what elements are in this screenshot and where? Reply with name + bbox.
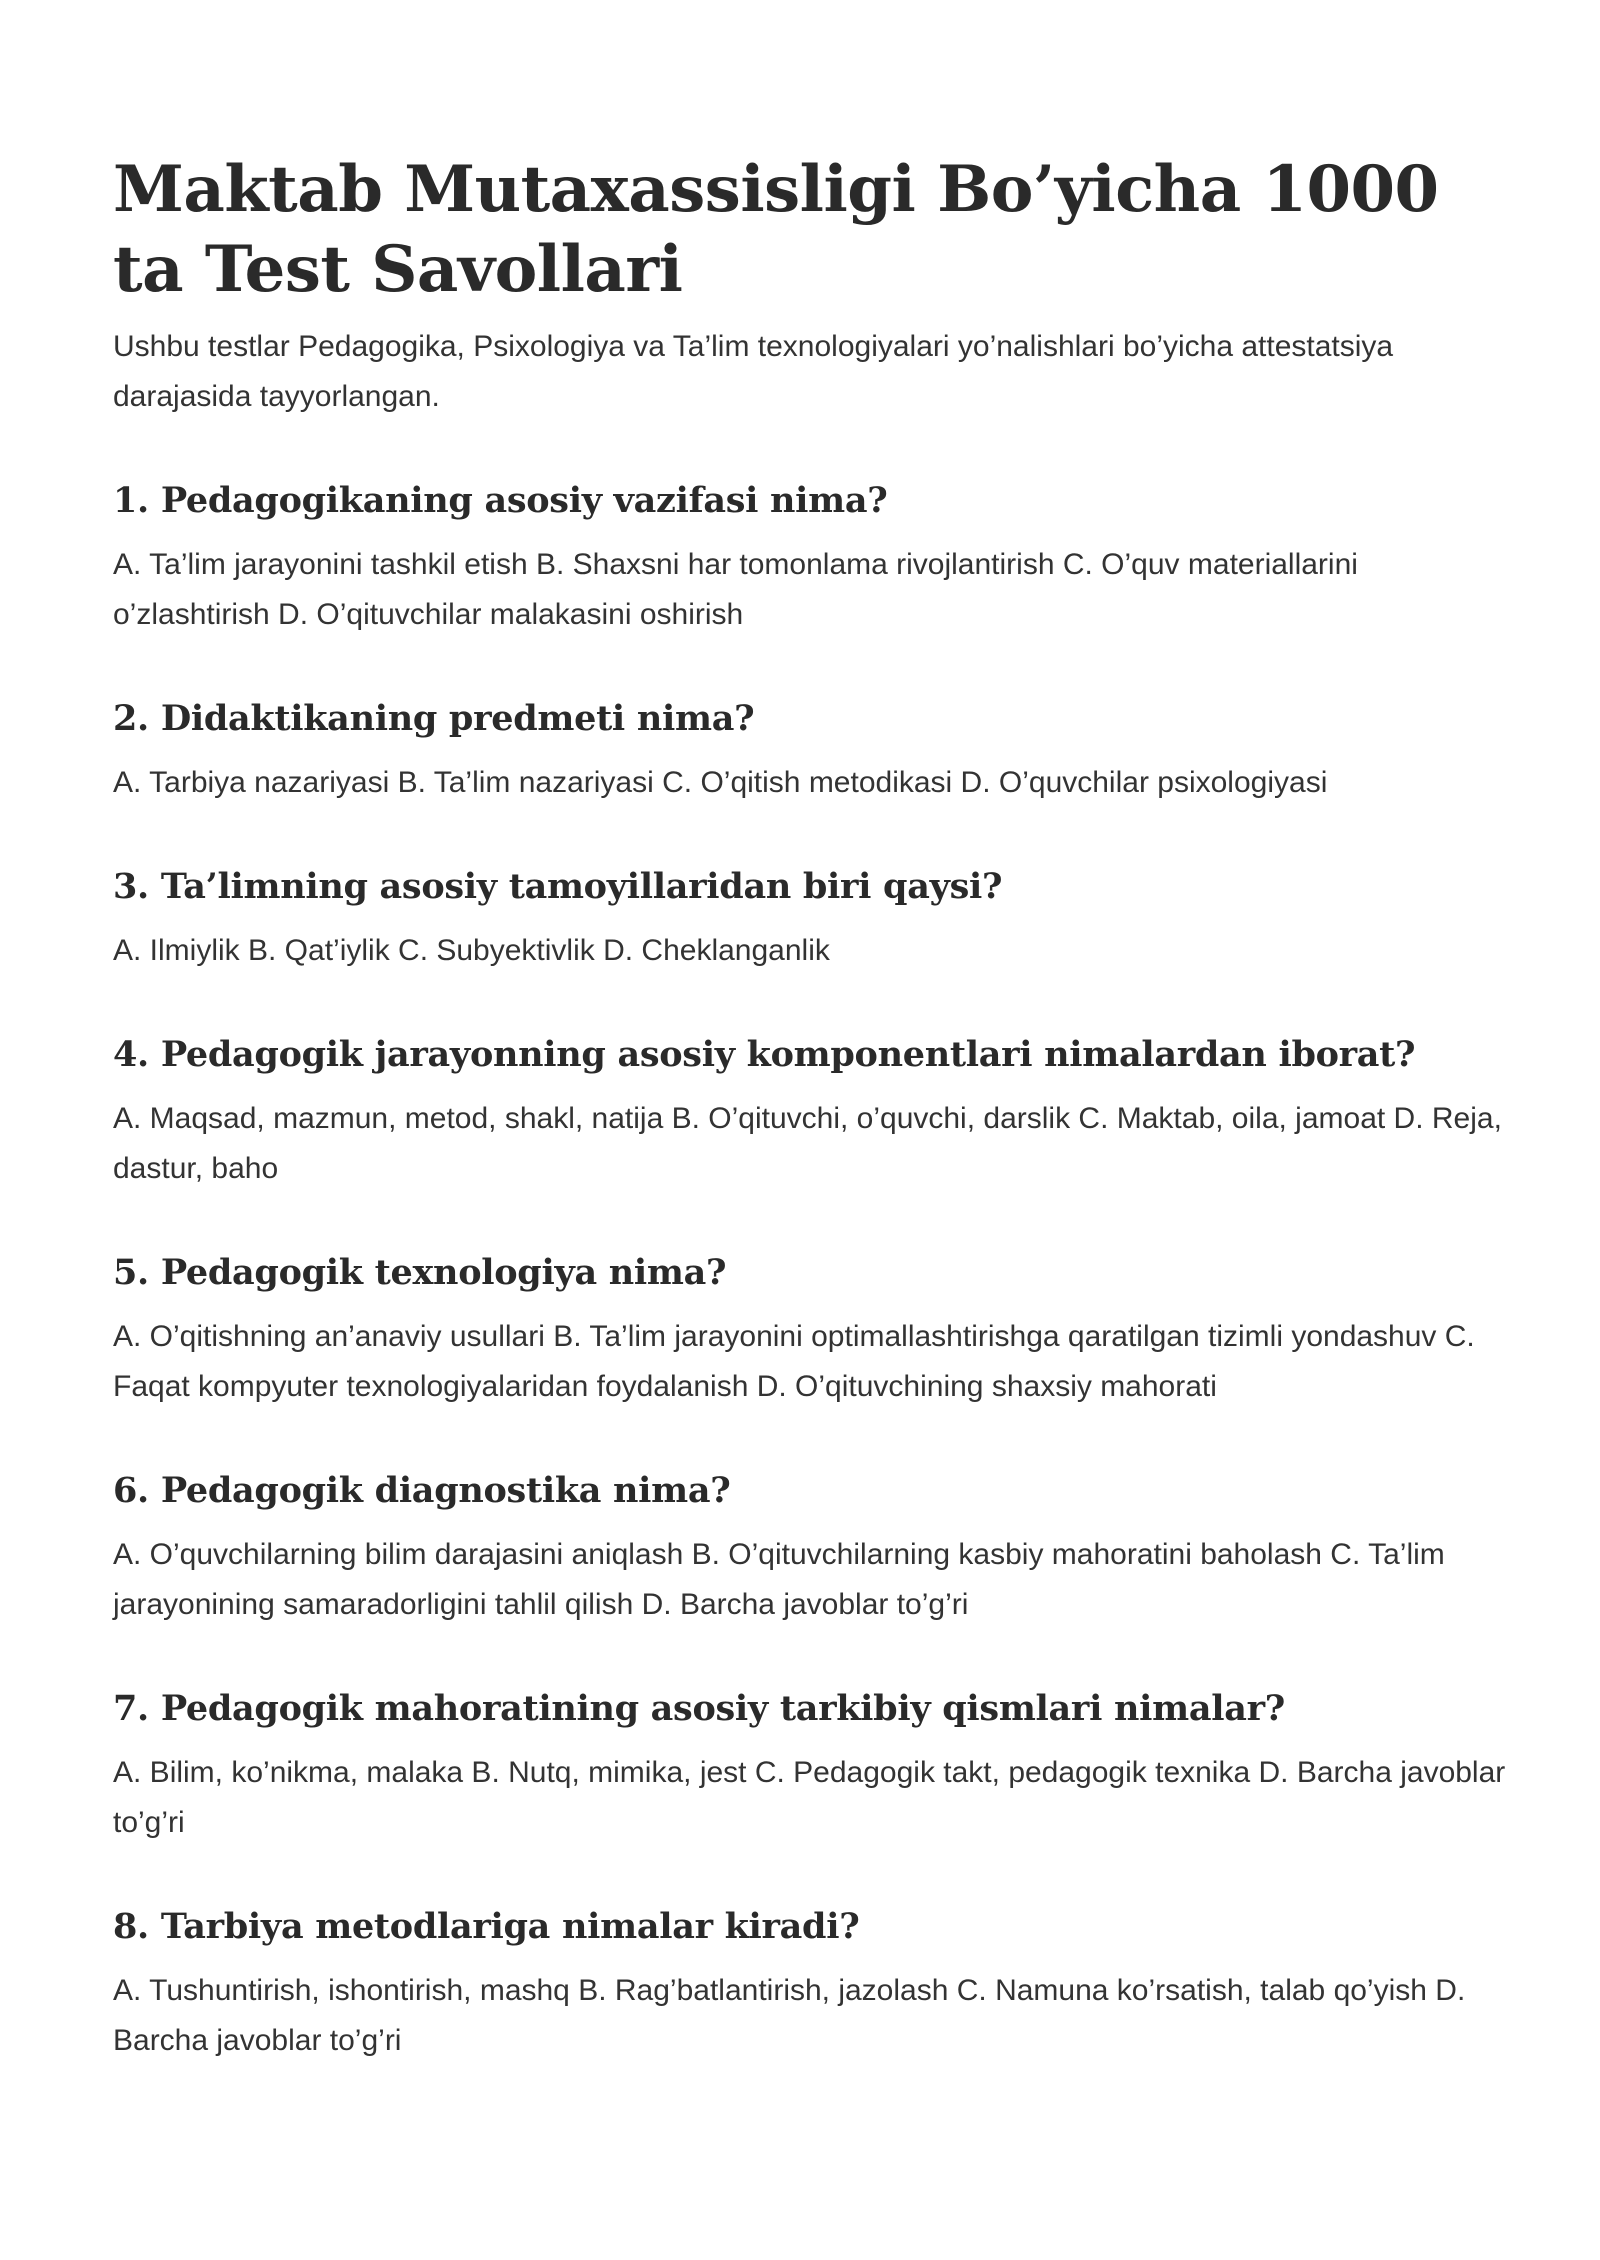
- question-title: 6. Pedagogik diagnostika nima?: [113, 1470, 731, 1511]
- question-answers: A. Tushuntirish, ishontirish, mashq B. Rag’batlantirish, jazolash C. Namuna ko’rsatish, talab qo’yish D. Barcha javoblar to’g’ri: [113, 1974, 1466, 2057]
- page-subtitle: Ushbu testlar Pedagogika, Psixologiya va Ta’lim texnologiyalari yo’nalishlari bo’yicha attestatsiya darajasida tayyorlangan.: [113, 330, 1394, 413]
- question-item: [113, 1030, 1508, 1194]
- question-answers: A. O’quvchilarning bilim darajasini aniqlash B. O’qituvchilarning kasbiy mahoratini baholash C. Ta’lim jarayonining samaradorligini tahlil qilish D. Barcha javoblar to’g’ri: [113, 1538, 1445, 1621]
- question-title: 2. Didaktikaning predmeti nima?: [113, 698, 755, 739]
- question-answers: A. Tarbiya nazariyasi B. Ta’lim nazariyasi C. O’qitish metodikasi D. O’quvchilar psixologiyasi: [113, 766, 1328, 799]
- question-title: 7. Pedagogik mahoratining asosiy tarkibiy qismlari nimalar?: [113, 1688, 1285, 1729]
- question-title: 3. Ta’limning asosiy tamoyillaridan biri qaysi?: [113, 866, 1003, 907]
- question-title: 1. Pedagogikaning asosiy vazifasi nima?: [113, 480, 888, 521]
- document-page: [113, 150, 1508, 2066]
- question-answers: A. Ta’lim jarayonini tashkil etish B. Shaxsni har tomonlama rivojlantirish C. O’quv materiallarini o’zlashtirish D. O’qituvchilar malakasini oshirish: [113, 548, 1358, 631]
- question-item: [113, 1902, 1508, 2066]
- question-title: 8. Tarbiya metodlariga nimalar kiradi?: [113, 1906, 860, 1947]
- question-title: 5. Pedagogik texnologiya nima?: [113, 1252, 727, 1293]
- question-answers: A. Bilim, ko’nikma, malaka B. Nutq, mimika, jest C. Pedagogik takt, pedagogik texnika D. Barcha javoblar to’g’ri: [113, 1756, 1506, 1839]
- question-item: [113, 1684, 1508, 1848]
- question-item: [113, 1466, 1508, 1630]
- page-title: Maktab Mutaxassisligi Bo’yicha 1000 ta Test Savollari: [113, 152, 1439, 307]
- question-item: [113, 1248, 1508, 1412]
- question-item: [113, 476, 1508, 640]
- question-answers: A. O’qitishning an’anaviy usullari B. Ta’lim jarayonini optimallashtirishga qaratilgan tizimli yondashuv C. Faqat kompyuter texnologiyalaridan foydalanish D. O’qituvchining shaxsiy mahorati: [113, 1320, 1475, 1403]
- question-item: [113, 694, 1508, 808]
- question-answers: A. Maqsad, mazmun, metod, shakl, natija B. O’qituvchi, o’quvchi, darslik C. Maktab, oila, jamoat D. Reja, dastur, baho: [113, 1102, 1502, 1185]
- question-title: 4. Pedagogik jarayonning asosiy komponentlari nimalardan iborat?: [113, 1034, 1416, 1075]
- question-answers: A. Ilmiylik B. Qat’iylik C. Subyektivlik D. Cheklanganlik: [113, 934, 830, 967]
- question-item: [113, 862, 1508, 976]
